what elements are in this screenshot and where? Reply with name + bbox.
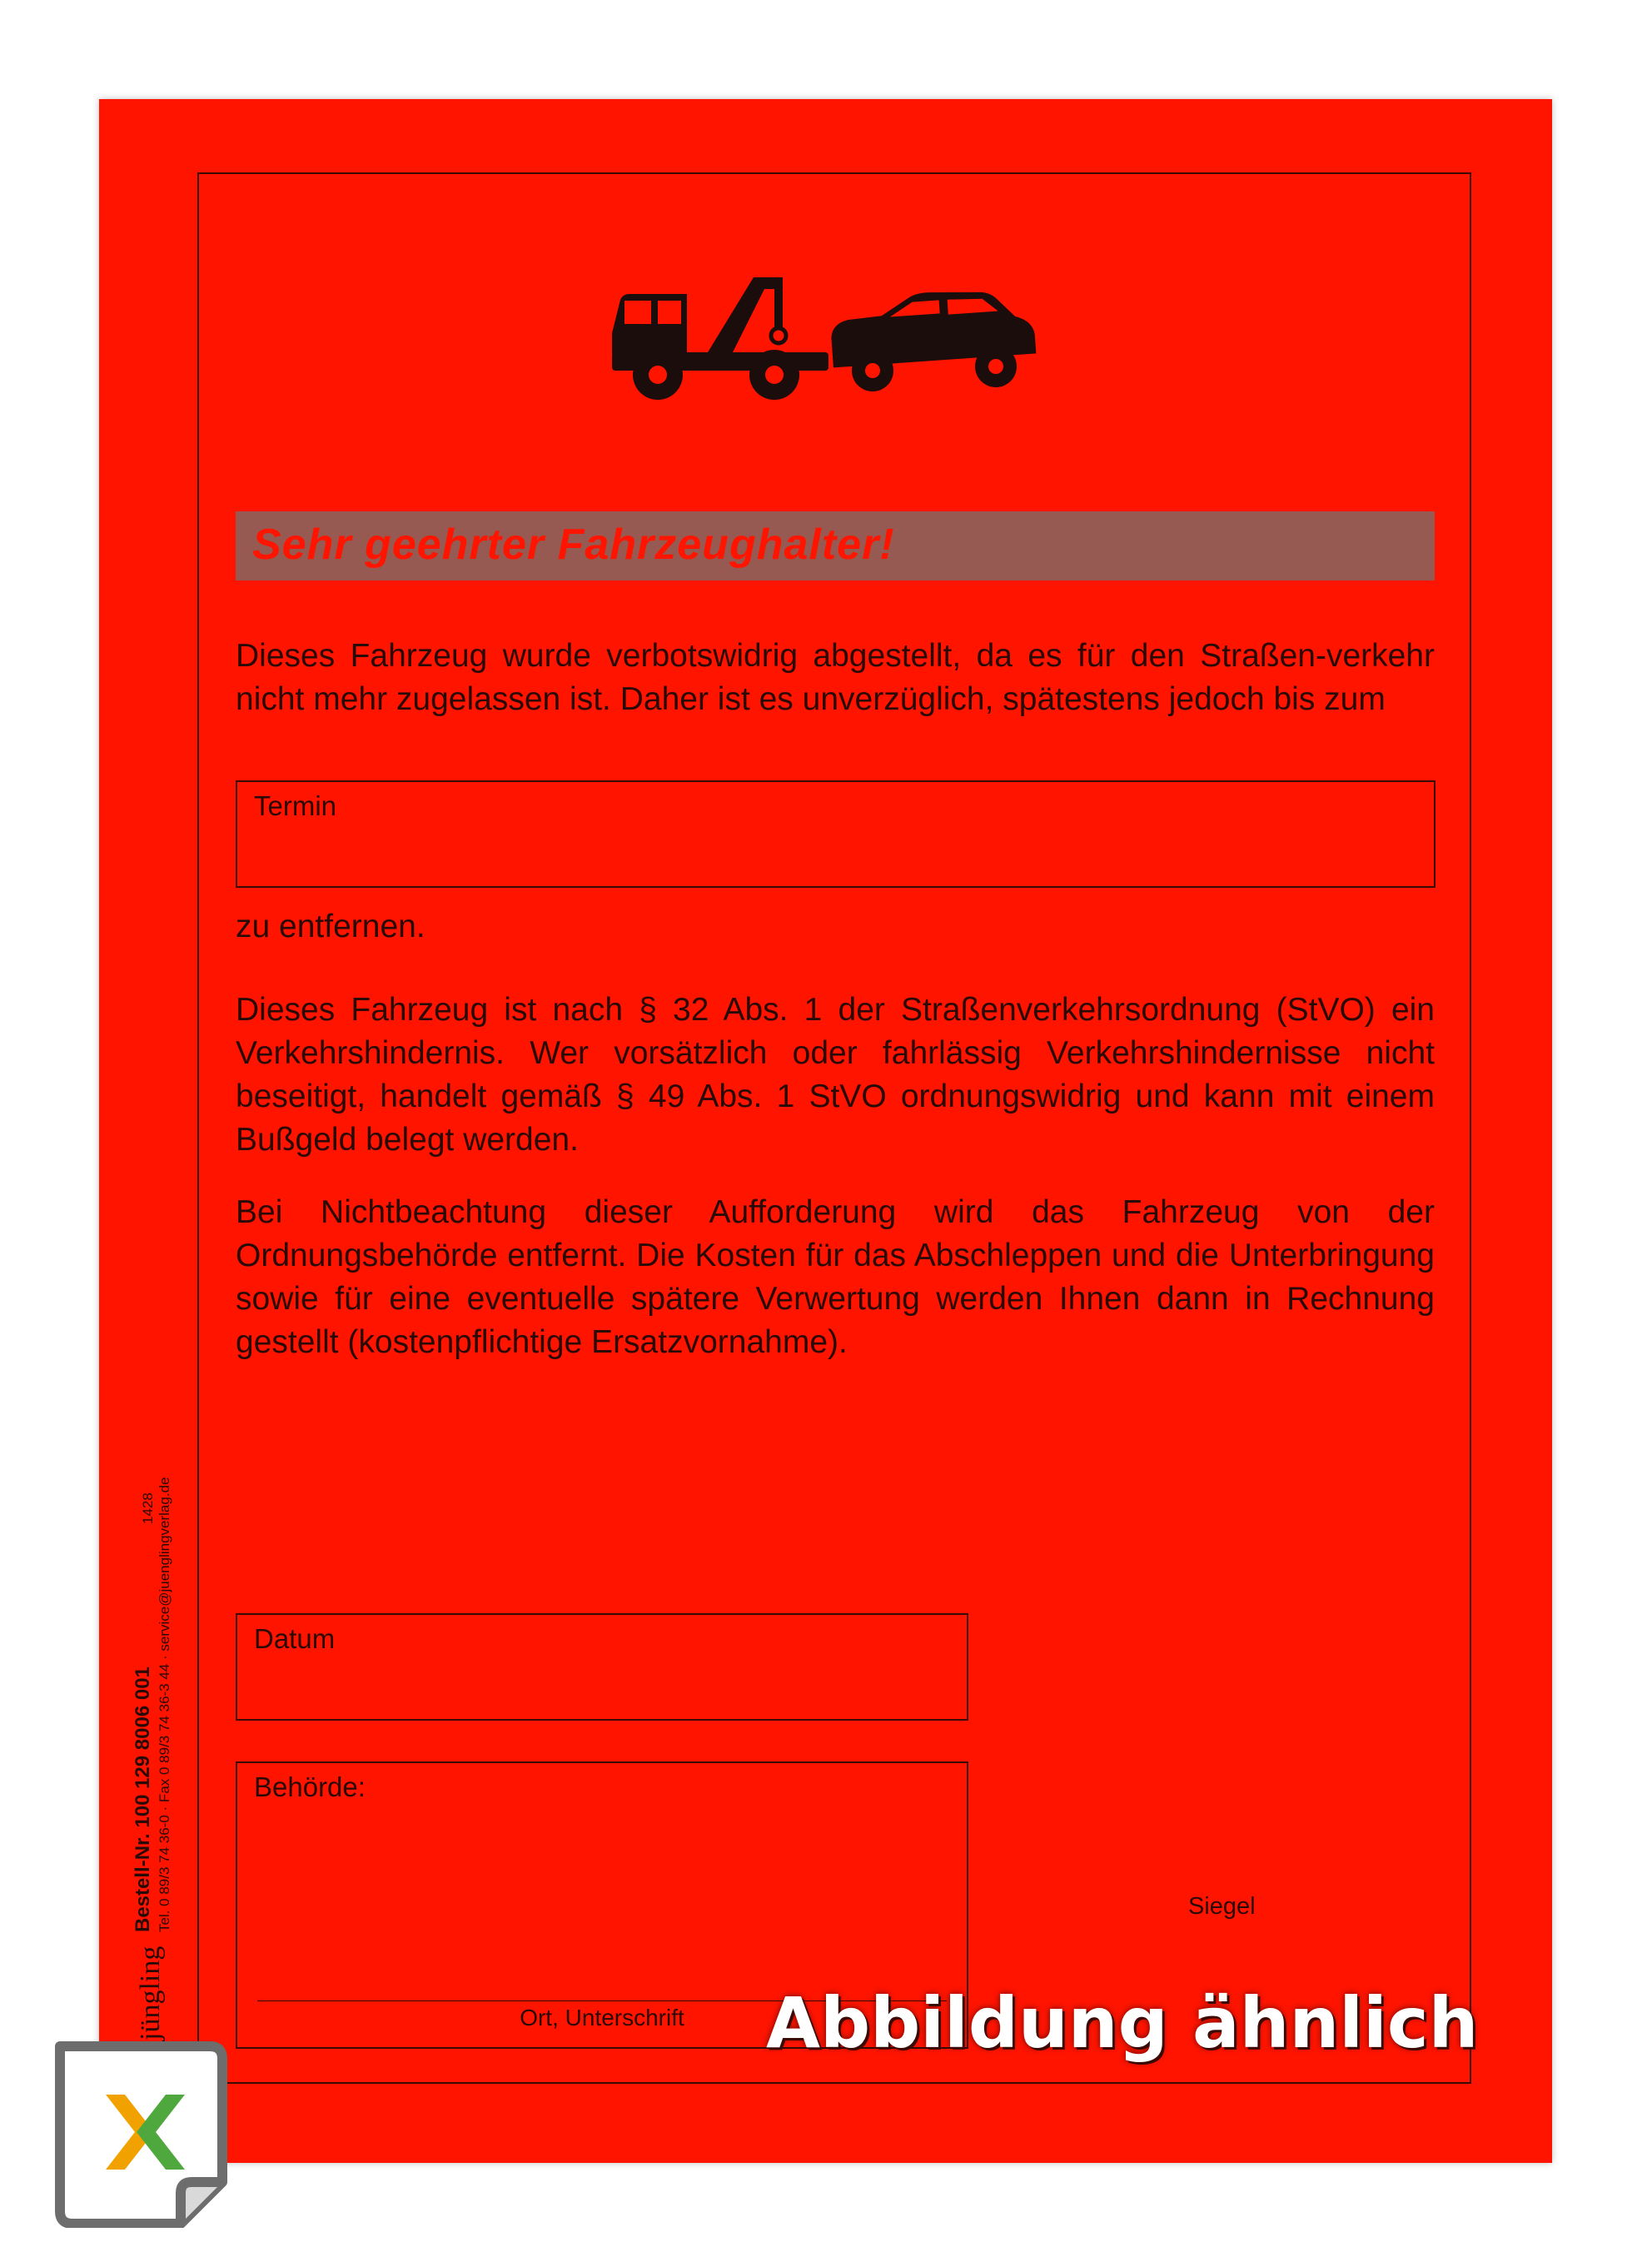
datum-field[interactable] [236, 1613, 968, 1721]
publisher-logo: jüngling [135, 1946, 166, 2040]
termin-field[interactable] [236, 780, 1436, 888]
overlay-caption: Abbildung ähnlich [766, 1982, 1479, 2064]
remove-text: zu entfernen. [236, 909, 425, 944]
publisher-strip [125, 1477, 183, 2040]
termin-label: Termin [254, 790, 337, 821]
headline-bar [236, 511, 1435, 580]
form-code: 1428 [140, 1492, 156, 1524]
datum-label: Datum [254, 1623, 336, 1654]
intro-paragraph: Dieses Fahrzeug wurde verbotswidrig abgestellt, da es für den Straßen-verkehr nicht mehr zugelassen ist. Daher ist es unverzüglich, spätestens jedoch bis zum [236, 638, 1435, 717]
order-number: Bestell-Nr. 100 129 8006 001 [132, 1667, 154, 1932]
publisher-contact: Tel. 0 89/3 74 36-0 · Fax 0 89/3 74 36-3 44 · service@juenglingverlag.de [157, 1477, 172, 1932]
siegel-label: Siegel [1188, 1893, 1256, 1920]
document-badge-icon [43, 2036, 235, 2228]
signature-caption: Ort, Unterschrift [520, 2005, 684, 2030]
behoerde-label: Behörde: [254, 1771, 366, 1802]
tow-truck-icon [608, 271, 1049, 404]
consequence-paragraph: Bei Nichtbeachtung dieser Aufforderung wird das Fahrzeug von der Ordnungsbehörde entfernt. Die Kosten für das Abschleppen und die Unterbringung sowie für eine eventuelle spätere Verwertung werden Ihnen dann in Rechnung gestellt (kostenpflichtige Ersatzvornahme). [236, 1194, 1435, 1360]
notice-headline: Sehr geehrter Fahrzeughalter! [252, 521, 895, 569]
legal-paragraph: Dieses Fahrzeug ist nach § 32 Abs. 1 der Straßenverkehrsordnung (StVO) ein Verkehrshindernis. Wer vorsätzlich oder fahrlässig Verkehrshindernisse nicht beseitigt, handelt gemäß § 49 Abs. 1 StVO ordnungswidrig und kann mit einem Bußgeld belegt werden. [236, 992, 1435, 1158]
